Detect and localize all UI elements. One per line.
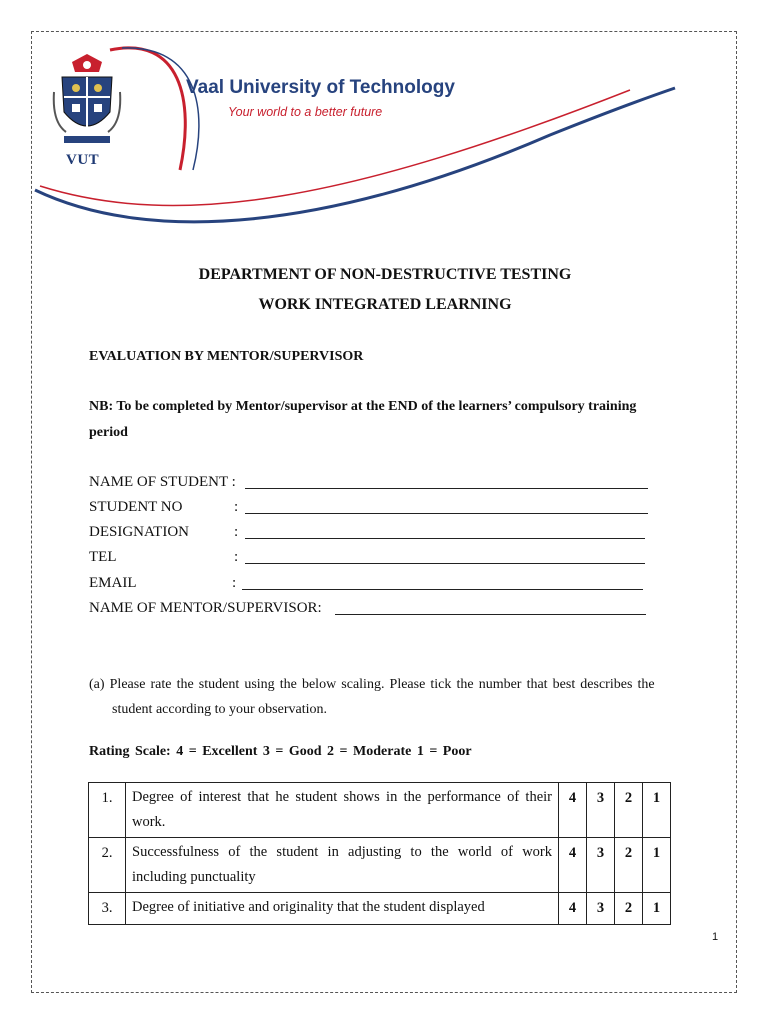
table-row (89, 838, 671, 893)
mentor-name-label: NAME OF MENTOR/SUPERVISOR: (89, 600, 322, 616)
evaluation-table (88, 782, 671, 925)
program-title: WORK INTEGRATED LEARNING (258, 296, 512, 313)
email-label: EMAIL (89, 575, 137, 591)
colon: : (232, 575, 237, 591)
section-title: EVALUATION BY MENTOR/SUPERVISOR (89, 349, 364, 364)
tel-label: TEL (89, 549, 117, 565)
rating-4-option[interactable]: 4 (559, 783, 587, 838)
rating-2-option[interactable]: 2 (615, 838, 643, 893)
rating-3-option[interactable]: 3 (587, 893, 615, 925)
rating-1-option[interactable]: 1 (643, 893, 671, 925)
tel-field[interactable] (245, 549, 645, 564)
table-row (89, 893, 671, 925)
student-name-field[interactable] (245, 474, 648, 489)
rating-4-option[interactable]: 4 (559, 838, 587, 893)
criterion-text: Degree of initiative and originality that the student displayed (126, 893, 559, 925)
student-name-label: NAME OF STUDENT : (89, 474, 236, 490)
rating-3-option[interactable]: 3 (587, 783, 615, 838)
instruction-line-2: student according to your observation. (112, 702, 328, 717)
vut-crest-logo (52, 52, 122, 152)
vut-logo-label: VUT (66, 152, 100, 168)
university-tagline: Your world to a better future (228, 105, 383, 119)
rating-1-option[interactable]: 1 (643, 783, 671, 838)
email-field[interactable] (242, 575, 643, 590)
student-no-label: STUDENT NO (89, 499, 183, 515)
rating-3-option[interactable]: 3 (587, 838, 615, 893)
colon: : (234, 499, 239, 515)
colon: : (234, 549, 239, 565)
student-no-field[interactable] (245, 499, 648, 514)
criterion-text: Degree of interest that he student shows in the performance of their work. (126, 783, 559, 838)
designation-field[interactable] (245, 524, 645, 539)
note-line-2: period (89, 425, 128, 440)
rating-2-option[interactable]: 2 (615, 783, 643, 838)
criterion-text: Successfulness of the student in adjusting to the world of work including punctuality (126, 838, 559, 893)
instruction-line-1: (a) Please rate the student using the below scaling. Please tick the number that best describes the (89, 677, 655, 692)
university-name: Vaal University of Technology (186, 77, 455, 98)
table-row (89, 783, 671, 838)
designation-label: DESIGNATION (89, 524, 189, 540)
rating-4-option[interactable]: 4 (559, 893, 587, 925)
mentor-name-field[interactable] (335, 600, 646, 615)
criterion-number: 1. (89, 783, 126, 838)
criterion-number: 3. (89, 893, 126, 925)
rating-scale: Rating Scale: 4 = Excellent 3 = Good 2 = Moderate 1 = Poor (89, 744, 472, 759)
criterion-number: 2. (89, 838, 126, 893)
colon: : (234, 524, 239, 540)
rating-1-option[interactable]: 1 (643, 838, 671, 893)
department-title: DEPARTMENT OF NON-DESTRUCTIVE TESTING (198, 266, 572, 283)
page-number: 1 (712, 931, 719, 943)
note-line-1: NB: To be completed by Mentor/supervisor at the END of the learners’ compulsory training (89, 399, 637, 414)
header-swoosh (30, 40, 680, 240)
rating-2-option[interactable]: 2 (615, 893, 643, 925)
